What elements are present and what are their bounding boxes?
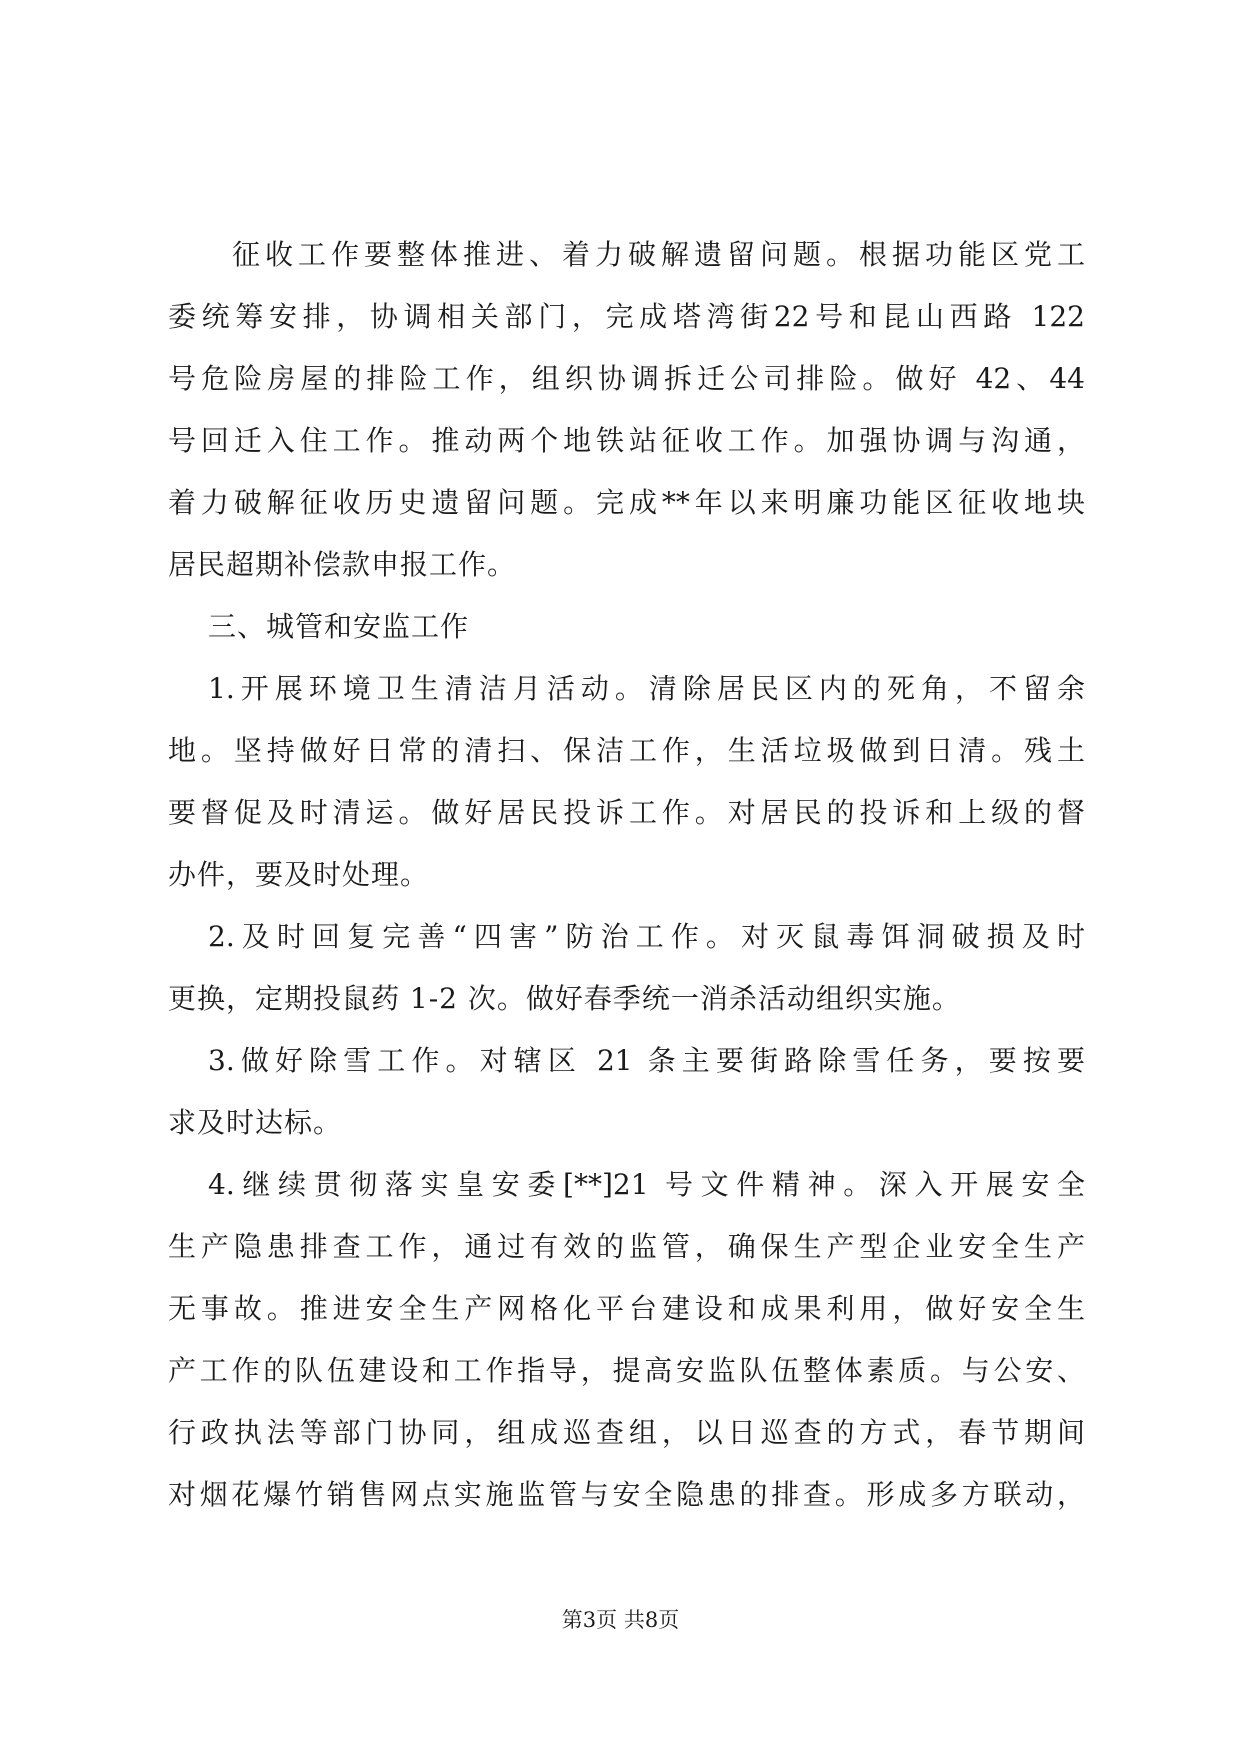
- page-number-footer: 第3页 共8页: [561, 1608, 680, 1632]
- text-line: 3.做好除雪工作。对辖区 21 条主要街路除雪任务，要按要: [208, 1044, 1085, 1077]
- text-line: 办件，要及时处理。: [168, 858, 430, 891]
- paragraph-item-1: [168, 658, 1085, 906]
- paragraph-expropriation: [168, 224, 1085, 596]
- text-line: 征收工作要整体推进、着力破解遗留问题。根据功能区党工: [232, 238, 1085, 271]
- paragraph-item-3: [168, 1030, 1085, 1154]
- section-heading-text: 三、城管和安监工作: [208, 610, 470, 643]
- text-line: 无事故。推进安全生产网格化平台建设和成果利用，做好安全生: [168, 1292, 1085, 1325]
- text-line: 着力破解征收历史遗留问题。完成**年以来明廉功能区征收地块: [168, 486, 1085, 519]
- text-line: 号回迁入住工作。推动两个地铁站征收工作。加强协调与沟通，: [168, 424, 1085, 457]
- text-line: 居民超期补偿款申报工作。: [168, 548, 517, 581]
- text-line: 要督促及时清运。做好居民投诉工作。对居民的投诉和上级的督: [168, 796, 1085, 829]
- text-line: 产工作的队伍建设和工作指导，提高安监队伍整体素质。与公安、: [168, 1354, 1085, 1387]
- text-line: 2.及时回复完善“四害”防治工作。对灭鼠毒饵洞破损及时: [208, 920, 1085, 953]
- paragraph-item-4: [168, 1154, 1085, 1526]
- text-line: 求及时达标。: [168, 1106, 343, 1139]
- paragraph-item-2: [168, 906, 1085, 1030]
- text-line: 地。坚持做好日常的清扫、保洁工作，生活垃圾做到日清。残土: [168, 734, 1085, 767]
- text-line: 行政执法等部门协同，组成巡查组，以日巡查的方式，春节期间: [168, 1416, 1085, 1449]
- text-line: 生产隐患排查工作，通过有效的监管，确保生产型企业安全生产: [168, 1230, 1085, 1263]
- text-line: 更换，定期投鼠药 1-2 次。做好春季统一消杀活动组织实施。: [168, 982, 961, 1015]
- text-line: 委统筹安排，协调相关部门，完成塔湾街22号和昆山西路 122: [168, 300, 1085, 333]
- text-line: 对烟花爆竹销售网点实施监管与安全隐患的排查。形成多方联动，: [168, 1478, 1085, 1511]
- document-body: [168, 224, 1085, 1526]
- section-heading: [168, 596, 1085, 658]
- text-line: 4.继续贯彻落实皇安委[**]21 号文件精神。深入开展安全: [208, 1168, 1085, 1201]
- text-line: 号危险房屋的排险工作，组织协调拆迁公司排险。做好 42、44: [168, 362, 1085, 395]
- text-line: 1.开展环境卫生清洁月活动。清除居民区内的死角，不留余: [208, 672, 1085, 705]
